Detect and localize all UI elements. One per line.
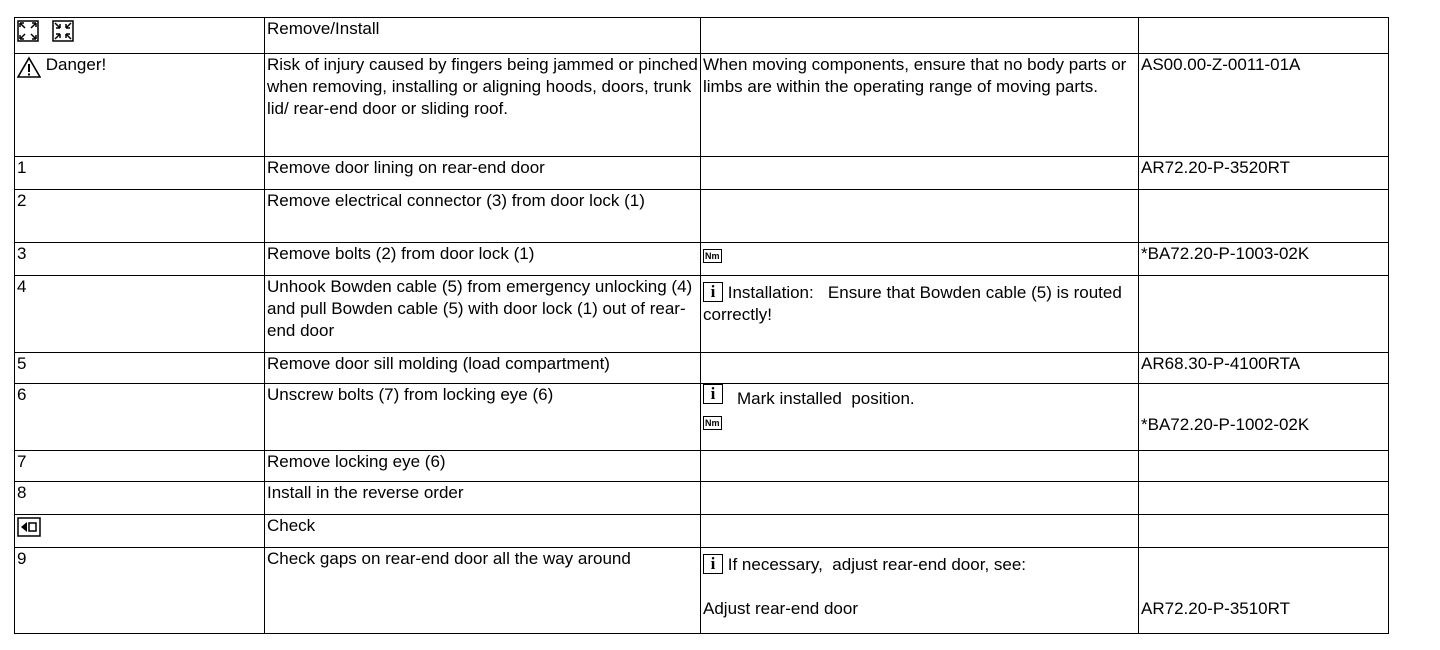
step-note: Installation: Ensure that Bowden cable (5) is routed correctly! <box>703 283 1127 324</box>
table-row <box>15 451 1389 482</box>
table-row <box>15 243 1389 276</box>
step-text: Remove bolts (2) from door lock (1) <box>265 243 701 276</box>
danger-measure: When moving components, ensure that no body parts or limbs are within the operating range of moving parts. <box>701 54 1139 157</box>
step-number: 1 <box>15 157 265 190</box>
info-icon: i <box>703 282 723 302</box>
step-text: Unhook Bowden cable (5) from emergency unlocking (4) and pull Bowden cable (5) with door lock (1) out of rear-end door <box>265 276 701 353</box>
step-ref[interactable]: AR68.30-P-4100RTA <box>1139 353 1389 384</box>
step-text: Remove door sill molding (load compartment) <box>265 353 701 384</box>
procedure-table <box>14 17 1389 634</box>
table-row <box>15 190 1389 243</box>
danger-label: Danger! <box>45 55 107 74</box>
check-icon <box>17 517 41 537</box>
table-row <box>15 384 1389 451</box>
table-row <box>15 548 1389 634</box>
info-icon: i <box>703 554 723 574</box>
torque-icon: Nm <box>705 251 720 261</box>
step-ref[interactable]: *BA72.20-P-1002-02K <box>1141 415 1310 434</box>
step-ref[interactable]: AR72.20-P-3510RT <box>1141 599 1290 618</box>
adjust-link[interactable]: Adjust rear-end door <box>703 599 858 618</box>
table-row <box>15 276 1389 353</box>
step-number: 7 <box>15 451 265 482</box>
info-icon: i <box>703 384 723 404</box>
danger-cell <box>15 54 265 157</box>
step-number: 5 <box>15 353 265 384</box>
step-number: 3 <box>15 243 265 276</box>
table-row <box>15 157 1389 190</box>
step-ref[interactable]: AR72.20-P-3520RT <box>1139 157 1389 190</box>
step-note: Mark installed position. <box>737 389 915 408</box>
warning-icon <box>17 56 41 78</box>
step-text: Remove locking eye (6) <box>265 451 701 482</box>
header-title: Remove/Install <box>265 18 701 54</box>
step-number: 6 <box>15 384 265 451</box>
step-number: 2 <box>15 190 265 243</box>
remove-icon <box>17 20 39 42</box>
step-text: Remove door lining on rear-end door <box>265 157 701 190</box>
step-text: Check gaps on rear-end door all the way around <box>265 548 701 634</box>
torque-icon: Nm <box>705 418 720 428</box>
step-number: 9 <box>15 548 265 634</box>
step-note: If necessary, adjust rear-end door, see: <box>727 555 1027 574</box>
step-text: Unscrew bolts (7) from locking eye (6) <box>265 384 701 451</box>
install-icon <box>52 20 74 42</box>
header-icons-cell <box>15 18 265 54</box>
danger-risk: Risk of injury caused by fingers being jammed or pinched when removing, installing or aligning hoods, doors, trunk lid/ rear-end door or sliding roof. <box>265 54 701 157</box>
danger-row <box>15 54 1389 157</box>
table-row <box>15 353 1389 384</box>
table-row <box>15 515 1389 548</box>
danger-ref[interactable]: AS00.00-Z-0011-01A <box>1139 54 1389 157</box>
table-row <box>15 18 1389 54</box>
step-number: 4 <box>15 276 265 353</box>
table-row <box>15 482 1389 515</box>
check-label: Check <box>265 515 701 548</box>
step-text: Install in the reverse order <box>265 482 701 515</box>
step-text: Remove electrical connector (3) from door lock (1) <box>265 190 701 243</box>
step-ref[interactable]: *BA72.20-P-1003-02K <box>1139 243 1389 276</box>
step-number: 8 <box>15 482 265 515</box>
